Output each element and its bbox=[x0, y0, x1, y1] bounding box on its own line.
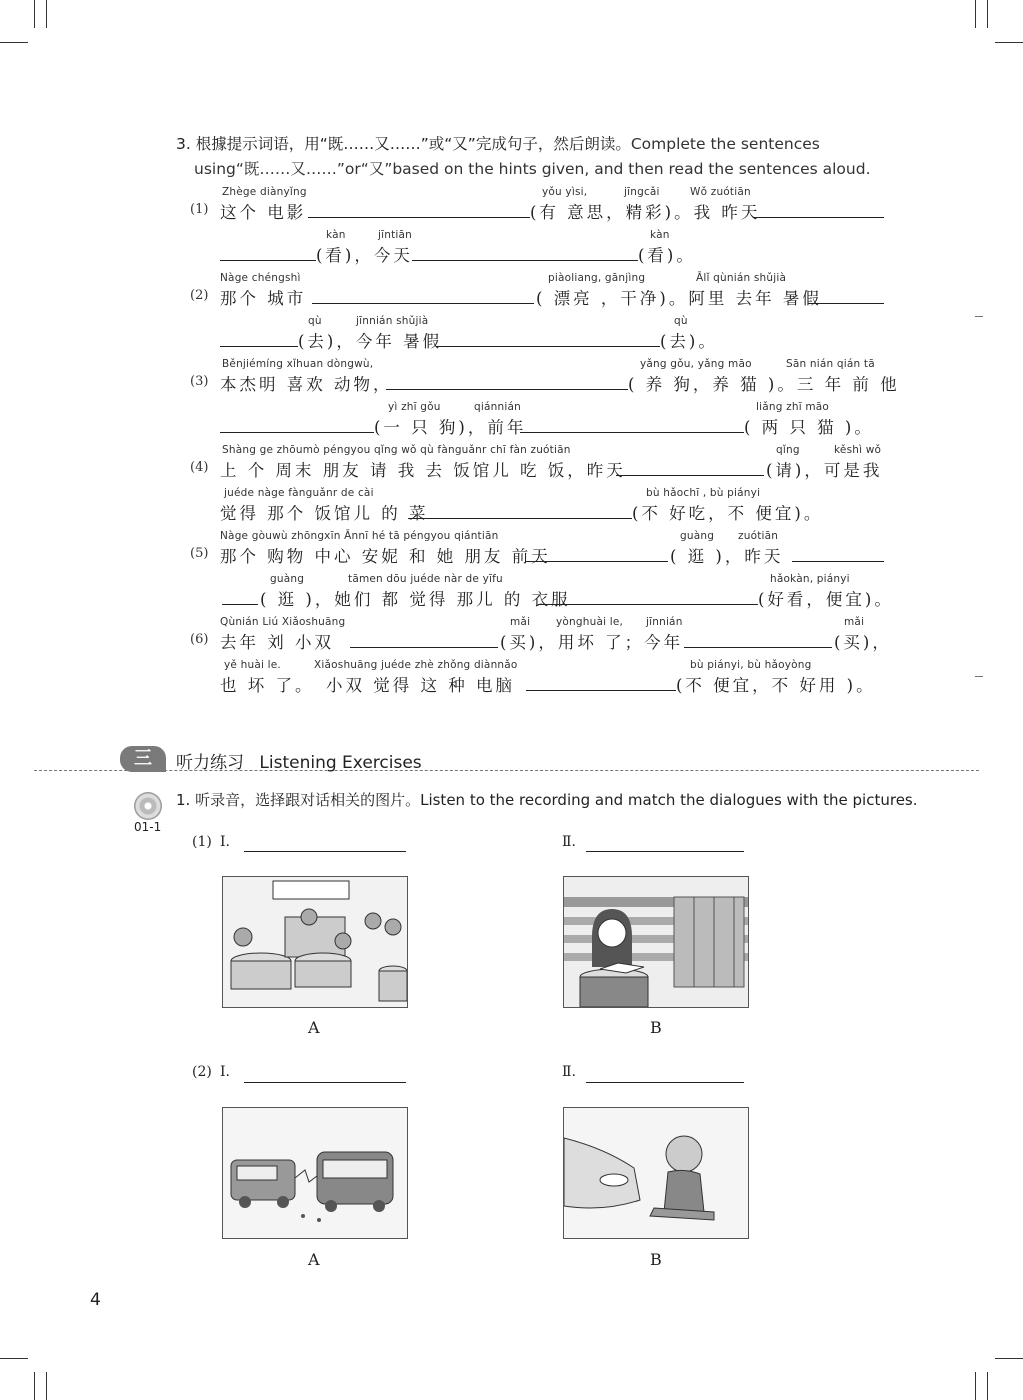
audio-track-label: 01-1 bbox=[134, 820, 162, 834]
sentence-1-row-2 bbox=[190, 229, 890, 272]
hanzi: (一 只 狗)，前年 bbox=[374, 418, 527, 437]
pinyin: qù bbox=[308, 315, 322, 327]
pinyin: hǎokàn, piányi bbox=[770, 573, 850, 585]
question-number: (1) bbox=[192, 834, 212, 850]
audio-cd-icon[interactable] bbox=[134, 792, 162, 820]
pinyin: jīnnián shǔjià bbox=[356, 315, 429, 327]
pinyin: jīnnián bbox=[646, 616, 683, 628]
item-number: (5) bbox=[190, 546, 209, 561]
hanzi: (买)， bbox=[834, 633, 892, 652]
dialogue-label: Ⅱ. bbox=[562, 1064, 576, 1080]
picture-caption: A bbox=[308, 1250, 320, 1269]
pinyin: kàn bbox=[326, 229, 346, 241]
pinyin: yě huài le. bbox=[224, 659, 281, 671]
pinyin: juéde nàge fànguǎnr de cài bbox=[224, 487, 374, 499]
hanzi: 小双 觉得 这 种 电脑 bbox=[326, 676, 515, 695]
hanzi: 也 坏 了。 bbox=[220, 676, 315, 695]
picture-car-accident[interactable] bbox=[222, 1107, 408, 1239]
picture-person-fallen[interactable] bbox=[563, 1107, 749, 1239]
picture-restaurant[interactable] bbox=[222, 876, 408, 1008]
crop-mark bbox=[987, 0, 988, 28]
hanzi: 上 个 周末 朋友 请 我 去 饭馆儿 吃 饭，昨天 bbox=[220, 461, 626, 480]
answer-blank[interactable] bbox=[412, 260, 638, 261]
sentence-list bbox=[190, 186, 900, 702]
crop-mark bbox=[987, 1372, 988, 1400]
hanzi: 那个 购物 中心 安妮 和 她 朋友 前天 bbox=[220, 547, 551, 566]
answer-blank[interactable] bbox=[538, 604, 758, 605]
answer-blank[interactable] bbox=[220, 260, 316, 261]
picture-library[interactable] bbox=[563, 876, 749, 1008]
hanzi: 去年 刘 小双 bbox=[220, 633, 334, 652]
sentence-6-row-2 bbox=[190, 659, 890, 702]
crop-mark bbox=[995, 42, 1023, 43]
pinyin: liǎng zhī māo bbox=[756, 401, 830, 413]
sentence-3-row-1 bbox=[190, 358, 900, 401]
hanzi: (请)，可是我 bbox=[766, 461, 883, 480]
page-number: 4 bbox=[90, 1290, 101, 1310]
sentence-5-row-1 bbox=[190, 530, 890, 573]
answer-blank[interactable] bbox=[220, 432, 374, 433]
pinyin: yǎng gǒu, yǎng māo bbox=[640, 358, 752, 370]
section-badge: 三 bbox=[120, 746, 166, 772]
picture-caption: B bbox=[650, 1250, 662, 1269]
item-number: (4) bbox=[190, 460, 209, 475]
pinyin: Xiǎoshuāng juéde zhè zhǒng diànnǎo bbox=[314, 659, 518, 671]
hanzi: (看)。 bbox=[638, 246, 696, 265]
answer-blank[interactable] bbox=[244, 1082, 406, 1083]
answer-blank[interactable] bbox=[792, 561, 884, 562]
pinyin: Nàge gòuwù zhōngxīn Ānnī hé tā péngyou qiántiān bbox=[220, 530, 499, 542]
pinyin: Sān nián qián tā bbox=[786, 358, 875, 370]
task3-title-zh: 3. 根據提示词语，用“既……又……”或“又”完成句子，然后朗读。 bbox=[176, 135, 631, 153]
library-illustration bbox=[564, 877, 748, 1007]
hanzi: 这个 电影 bbox=[220, 203, 307, 222]
crop-mark bbox=[995, 1358, 1023, 1359]
answer-blank[interactable] bbox=[616, 475, 764, 476]
pinyin: yònghuài le, bbox=[556, 616, 624, 628]
hanzi: (去)。 bbox=[660, 332, 718, 351]
hanzi: (有 意思，精彩)。我 昨天 bbox=[530, 203, 761, 222]
hanzi: ( 逛 )，她们 都 觉得 那儿 的 衣服 bbox=[260, 590, 571, 609]
pinyin: bù piányi, bù hǎoyòng bbox=[690, 659, 812, 671]
answer-blank[interactable] bbox=[754, 217, 884, 218]
task3-instruction bbox=[176, 132, 896, 182]
side-mark bbox=[975, 676, 983, 677]
task3-title-en-1: Complete the sentences bbox=[630, 135, 820, 153]
sentence-4-row-1 bbox=[190, 444, 890, 487]
pinyin: Ālǐ qùnián shǔjià bbox=[696, 272, 787, 284]
pinyin: yì zhī gǒu bbox=[388, 401, 441, 413]
sentence-2-row-2 bbox=[190, 315, 890, 358]
pinyin: qiánnián bbox=[474, 401, 521, 413]
answer-blank[interactable] bbox=[386, 389, 628, 390]
item-number: (6) bbox=[190, 632, 209, 647]
item-number: (3) bbox=[190, 374, 209, 389]
answer-blank[interactable] bbox=[312, 303, 534, 304]
pinyin: jīntiān bbox=[378, 229, 413, 241]
side-mark bbox=[975, 316, 983, 317]
hanzi: (不 便宜，不 好用 )。 bbox=[676, 676, 876, 695]
pinyin: qù bbox=[674, 315, 688, 327]
section-title-zh: 听力练习 bbox=[176, 753, 244, 773]
crop-mark bbox=[975, 1372, 976, 1400]
pinyin: kàn bbox=[650, 229, 670, 241]
pinyin: guàng bbox=[680, 530, 715, 542]
fallen-person-illustration bbox=[564, 1108, 748, 1238]
pinyin: tāmen dōu juéde nàr de yīfu bbox=[348, 573, 503, 585]
hanzi: (好看，便宜)。 bbox=[758, 590, 894, 609]
pinyin: piàoliang, gānjìng bbox=[548, 272, 646, 284]
sentence-5-row-2 bbox=[190, 573, 894, 616]
answer-blank[interactable] bbox=[222, 604, 258, 605]
pinyin: Běnjiémíng xǐhuan dòngwù, bbox=[222, 358, 374, 370]
answer-blank[interactable] bbox=[350, 647, 498, 648]
crop-mark bbox=[34, 0, 35, 28]
pinyin: Nàge chéngshì bbox=[220, 272, 301, 284]
sentence-4-row-2 bbox=[190, 487, 890, 530]
answer-blank[interactable] bbox=[244, 851, 406, 852]
question-number: (2) bbox=[192, 1064, 212, 1080]
answer-blank[interactable] bbox=[408, 518, 632, 519]
answer-blank[interactable] bbox=[220, 346, 298, 347]
item-number: (1) bbox=[190, 202, 209, 217]
pinyin: qǐng bbox=[776, 444, 800, 456]
pinyin: mǎi bbox=[510, 616, 531, 628]
hanzi: 本杰明 喜欢 动物， bbox=[220, 375, 393, 394]
dialogue-label: Ⅰ. bbox=[220, 834, 230, 850]
task3-title-en-2: using“既……又……”or“又”based on the hints given, and then read the sentences aloud. bbox=[194, 160, 871, 178]
pinyin: bù hǎochī , bù piányi bbox=[646, 487, 761, 499]
pinyin: zuótiān bbox=[738, 530, 779, 542]
hanzi: (去)，今年 暑假 bbox=[298, 332, 443, 351]
answer-blank[interactable] bbox=[684, 647, 832, 648]
answer-blank[interactable] bbox=[308, 217, 530, 218]
crop-mark bbox=[46, 1372, 47, 1400]
crop-mark bbox=[46, 0, 47, 28]
hanzi: ( 漂亮 ，干净)。阿里 去年 暑假 bbox=[536, 289, 822, 308]
listening-instruction-zh: 1. 听录音，选择跟对话相关的图片。 bbox=[176, 791, 421, 809]
hanzi: ( 养 狗，养 猫 )。三 年 前 他 bbox=[628, 375, 900, 394]
crop-mark bbox=[34, 1372, 35, 1400]
picture-caption: A bbox=[308, 1018, 320, 1037]
pinyin: jīngcǎi bbox=[624, 186, 660, 198]
pinyin: Wǒ zuótiān bbox=[690, 186, 751, 198]
sentence-6-row-1 bbox=[190, 616, 890, 659]
crop-mark bbox=[975, 0, 976, 28]
crop-mark bbox=[0, 42, 28, 43]
restaurant-illustration bbox=[223, 877, 407, 1007]
pinyin: kěshì wǒ bbox=[834, 444, 882, 456]
answer-blank[interactable] bbox=[586, 851, 744, 852]
pinyin: yǒu yìsi, bbox=[542, 186, 588, 198]
answer-blank[interactable] bbox=[808, 303, 884, 304]
pinyin: Zhège diànyǐng bbox=[222, 186, 307, 198]
answer-blank[interactable] bbox=[586, 1082, 744, 1083]
sentence-1-row-1 bbox=[190, 186, 890, 229]
answer-blank[interactable] bbox=[436, 346, 660, 347]
hanzi: (不 好吃，不 便宜)。 bbox=[632, 504, 824, 523]
dialogue-label: Ⅱ. bbox=[562, 834, 576, 850]
crop-mark bbox=[0, 1358, 28, 1359]
listening-instruction bbox=[176, 789, 918, 810]
pinyin: guàng bbox=[270, 573, 305, 585]
answer-blank[interactable] bbox=[526, 561, 668, 562]
answer-blank[interactable] bbox=[526, 690, 676, 691]
pinyin: Qùnián Liú Xiǎoshuāng bbox=[220, 616, 346, 628]
dialogue-label: Ⅰ. bbox=[220, 1064, 230, 1080]
hanzi: ( 两 只 猫 )。 bbox=[744, 418, 874, 437]
item-number: (2) bbox=[190, 288, 209, 303]
hanzi: (买)，用坏 了；今年 bbox=[500, 633, 684, 652]
pinyin: Shàng ge zhōumò péngyou qǐng wǒ qù fànguǎnr chī fàn zuótiān bbox=[222, 444, 571, 456]
section-title-en: Listening Exercises bbox=[259, 753, 422, 773]
accident-illustration bbox=[223, 1108, 407, 1238]
section-title bbox=[176, 748, 422, 773]
pinyin: mǎi bbox=[844, 616, 865, 628]
answer-blank[interactable] bbox=[520, 432, 744, 433]
listening-instruction-en: Listen to the recording and match the dialogues with the pictures. bbox=[420, 791, 918, 809]
sentence-3-row-2 bbox=[190, 401, 890, 444]
hanzi: 觉得 那个 饭馆儿 的 菜 bbox=[220, 504, 429, 523]
hanzi: ( 逛 )，昨天 bbox=[670, 547, 784, 566]
picture-caption: B bbox=[650, 1018, 662, 1037]
hanzi: 那个 城市 bbox=[220, 289, 307, 308]
sentence-2-row-1 bbox=[190, 272, 890, 315]
hanzi: (看)，今天 bbox=[316, 246, 413, 265]
